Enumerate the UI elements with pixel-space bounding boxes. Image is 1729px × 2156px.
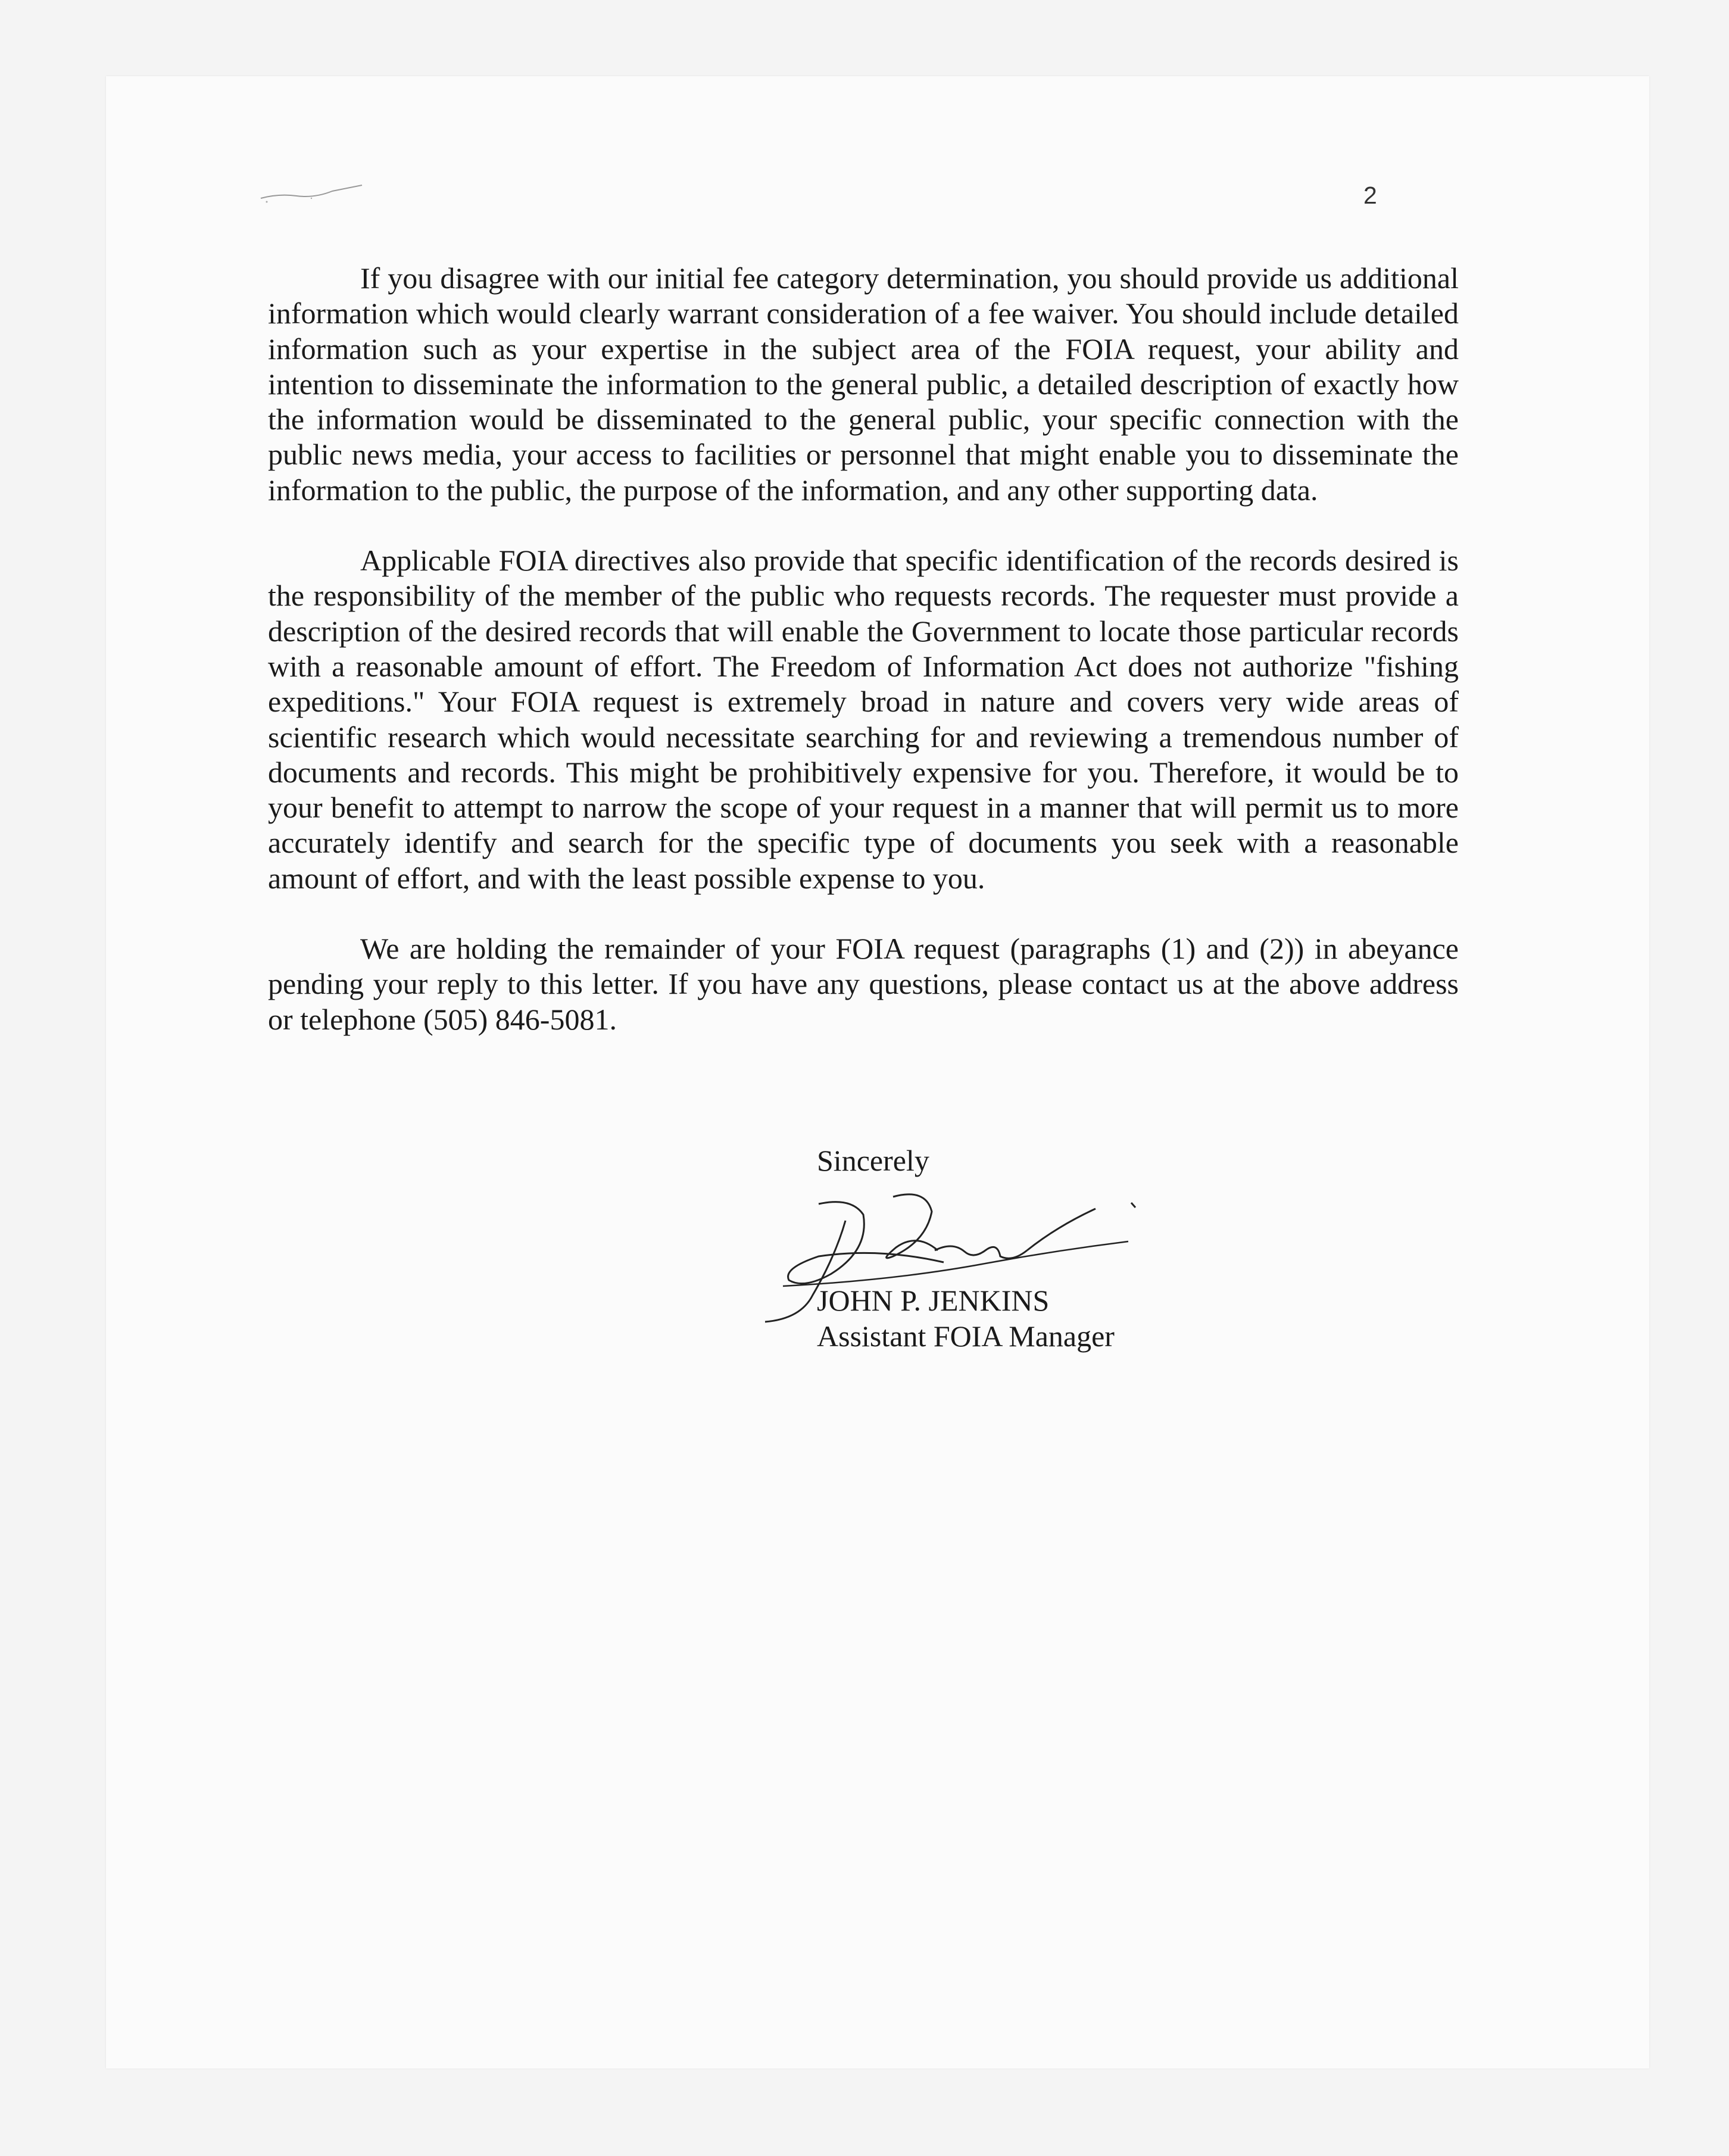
signer-name: JOHN P. JENKINS bbox=[817, 1284, 1050, 1317]
letter-body bbox=[268, 261, 1459, 1072]
closing-salutation: Sincerely bbox=[817, 1144, 929, 1177]
page-number: 2 bbox=[1363, 182, 1377, 209]
paragraph-abeyance: We are holding the remainder of your FOIA request (paragraphs (1) and (2)) in abeyance pending your reply to this letter. If you have any questions, please contact us at the above address or telephone (505) 846-5081. bbox=[268, 932, 1459, 1036]
signer-title: Assistant FOIA Manager bbox=[817, 1319, 1115, 1353]
paragraph-records-identification: Applicable FOIA directives also provide that specific identification of the records desired is the responsibility of the member of the public who requests records. The requester must provide a description of the desired records that will enable the Government to locate those particular records with a reasonable amount of effort. The Freedom of Information Act does not authorize "fishing expeditions." Your FOIA request is extremely broad in nature and covers very wide areas of scientific research which would necessitate searching for and reviewing a tremendous number of documents and records. This might be prohibitively expensive for you. Therefore, it would be to your benefit to attempt to narrow the scope of your request in a manner that will permit us to more accurately identify and search for the specific type of documents you seek with a reasonable amount of effort, and with the least possible expense to you. bbox=[268, 544, 1459, 895]
paragraph-fee-waiver: If you disagree with our initial fee category determination, you should provide us additional information which would clearly warrant consideration of a fee waiver. You should include detailed information such as your expertise in the subject area of the FOIA request, your ability and intention to disseminate the information to the general public, a detailed description of exactly how the information would be disseminated to the general public, your specific connection with the public news media, your access to facilities or personnel that might enable you to disseminate the information to the public, the purpose of the information, and any other supporting data. bbox=[268, 261, 1459, 507]
scan-smudge-mark bbox=[255, 180, 374, 204]
